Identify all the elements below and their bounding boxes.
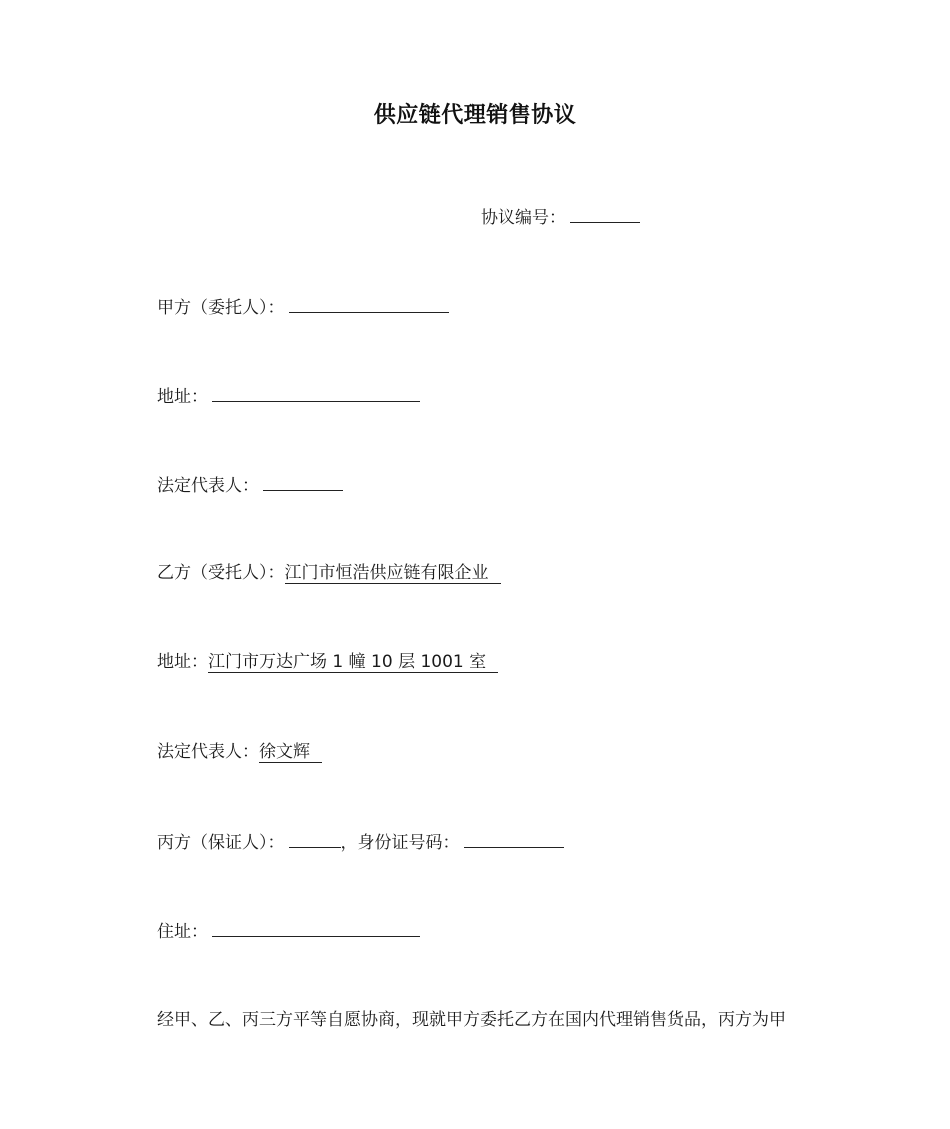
party-a-address-label: 地址： — [157, 387, 208, 407]
party-c-id-label: ，身份证号码： — [340, 833, 460, 853]
party-b-rep-line — [157, 740, 322, 764]
party-b-rep: 徐文辉 — [259, 742, 322, 763]
party-a-name-blank[interactable] — [289, 294, 449, 313]
party-a-rep-label: 法定代表人： — [157, 476, 259, 496]
party-a-rep-blank[interactable] — [263, 472, 343, 491]
party-a-label: 甲方（委托人）： — [157, 298, 285, 318]
party-c-name-blank[interactable] — [289, 829, 341, 848]
party-b-address-label: 地址： — [157, 652, 208, 672]
party-c-id-blank[interactable] — [464, 829, 564, 848]
party-b-address-line — [157, 650, 498, 674]
agreement-number-blank[interactable] — [570, 204, 640, 223]
party-c-line — [157, 829, 564, 855]
party-b-name: 江门市恒浩供应链有限企业 — [285, 563, 501, 584]
party-a-address-blank[interactable] — [212, 383, 420, 402]
agreement-paragraph — [157, 1008, 786, 1032]
party-b-rep-label: 法定代表人： — [157, 742, 259, 762]
paragraph-text: 经甲、乙、丙三方平等自愿协商，现就甲方委托乙方在国内代理销售货品，丙方为甲 — [157, 1010, 786, 1030]
agreement-number-label: 协议编号： — [481, 208, 566, 228]
party-a-address-line — [157, 383, 420, 409]
party-c-address-line — [157, 918, 420, 944]
agreement-number-line — [481, 204, 640, 230]
party-b-label: 乙方（受托人）： — [157, 563, 285, 583]
party-c-label: 丙方（保证人）： — [157, 833, 285, 853]
party-c-address-blank[interactable] — [212, 918, 420, 937]
document-title: 供应链代理销售协议 — [373, 103, 577, 128]
party-b-address: 江门市万达广场 1 幢 10 层 1001 室 — [208, 652, 498, 673]
party-b-line — [157, 561, 501, 585]
party-c-address-label: 住址： — [157, 922, 208, 942]
party-a-rep-line — [157, 472, 343, 498]
party-a-line — [157, 294, 449, 320]
